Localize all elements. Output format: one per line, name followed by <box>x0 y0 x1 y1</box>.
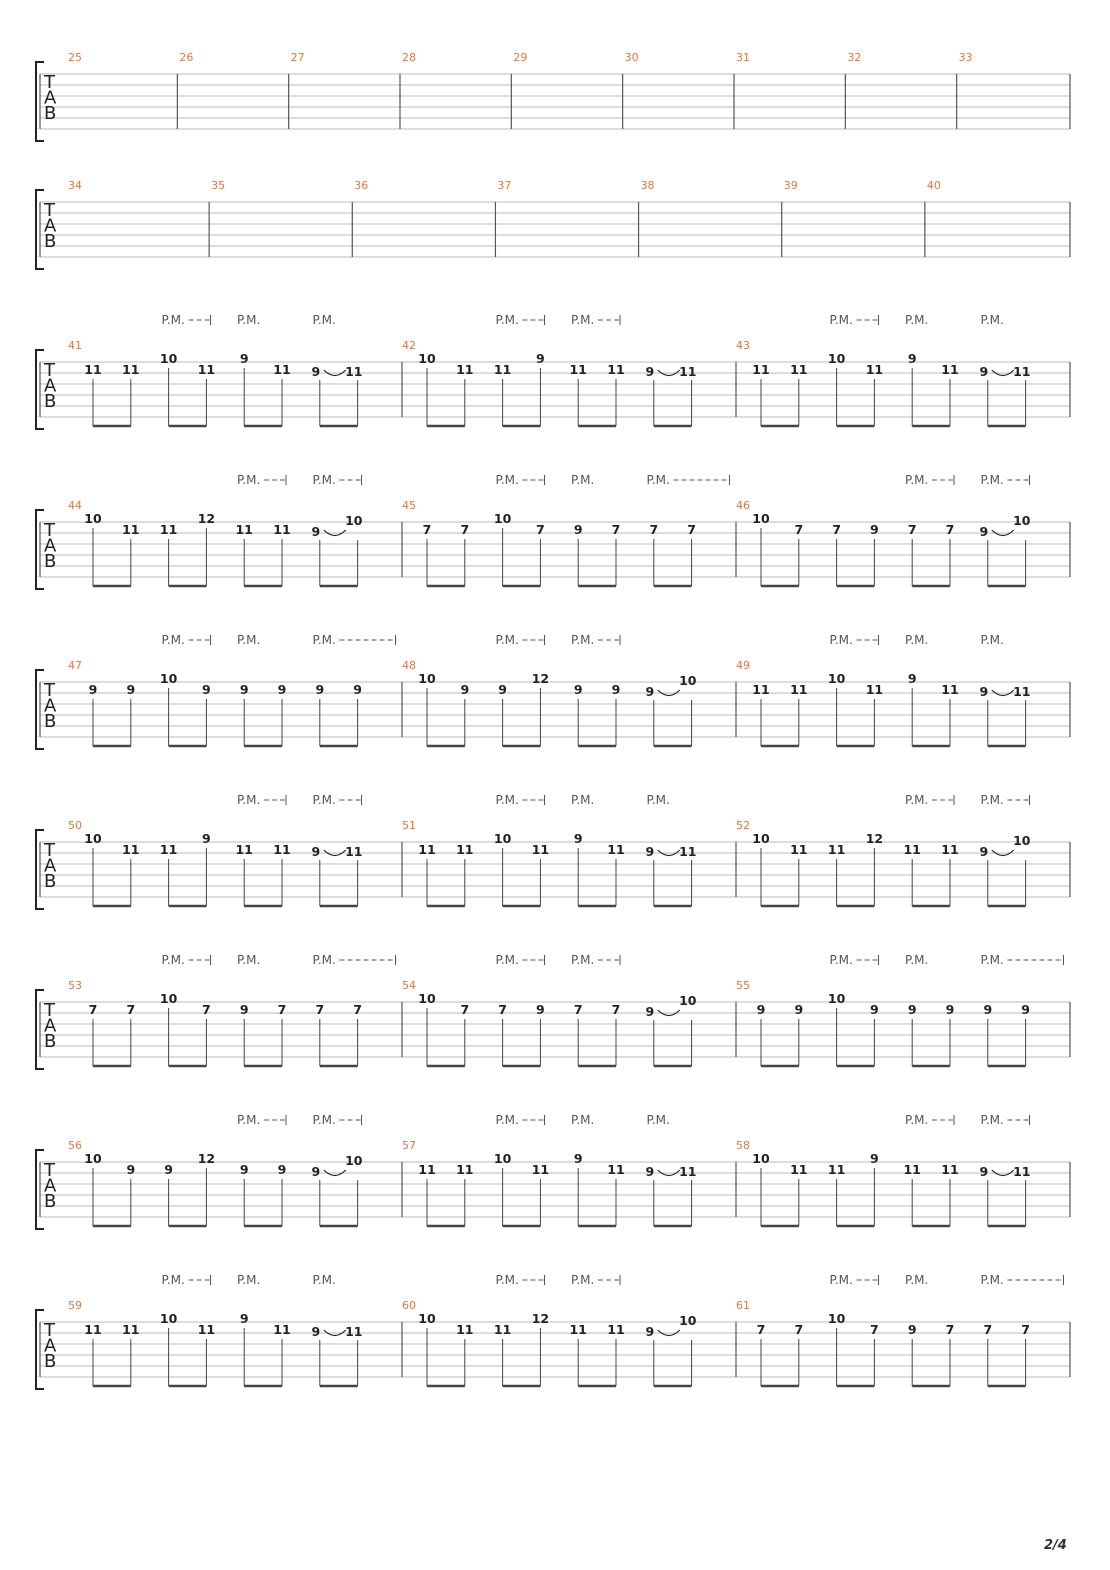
fret-number: 10 <box>679 993 697 1008</box>
fret-number: 10 <box>159 1311 178 1326</box>
palm-mute-label: P.M. <box>905 473 929 487</box>
fret-number: 9 <box>794 1002 804 1017</box>
fret-number: 10 <box>418 1311 436 1326</box>
bar-number: 44 <box>68 499 82 512</box>
fret-number: 7 <box>983 1322 993 1337</box>
fret-number: 10 <box>679 673 697 688</box>
fret-number: 9 <box>126 1162 136 1177</box>
palm-mute-label: P.M. <box>980 953 1004 967</box>
fret-number: 10 <box>493 831 512 846</box>
fret-number: 9 <box>164 1162 173 1177</box>
palm-mute-label: P.M. <box>237 793 261 807</box>
tab-clef-letter: T <box>44 1160 55 1181</box>
fret-number: 9 <box>979 1164 989 1179</box>
bar-number: 32 <box>847 51 862 64</box>
fret-number: 9 <box>202 682 211 697</box>
bar-number: 46 <box>736 499 750 512</box>
fret-number: 11 <box>84 362 102 377</box>
fret-number: 11 <box>790 1162 808 1177</box>
palm-mute-label: P.M. <box>571 793 595 807</box>
fret-number: 11 <box>790 362 808 377</box>
fret-number: 9 <box>277 1162 287 1177</box>
fret-number: 10 <box>418 351 436 366</box>
fret-number: 7 <box>126 1002 136 1017</box>
fret-number: 11 <box>827 1162 846 1177</box>
fret-number: 9 <box>573 831 583 846</box>
fret-number: 11 <box>679 844 697 859</box>
fret-number: 11 <box>903 1162 921 1177</box>
fret-number: 10 <box>418 671 436 686</box>
fret-number: 9 <box>573 522 583 537</box>
palm-mute-label: P.M. <box>646 1113 670 1127</box>
fret-number: 10 <box>159 671 178 686</box>
palm-mute-label: P.M. <box>905 313 929 327</box>
palm-mute-label: P.M. <box>829 633 853 647</box>
page-number: 2/4 <box>1044 1538 1067 1553</box>
bar-number: 45 <box>402 499 416 512</box>
fret-number: 11 <box>865 682 884 697</box>
fret-number: 9 <box>1021 1002 1030 1017</box>
fret-number: 9 <box>907 1322 917 1337</box>
palm-mute-label: P.M. <box>980 793 1004 807</box>
tab-clef-letter: B <box>44 871 57 892</box>
bar-number: 47 <box>68 659 82 672</box>
tab-clef-letter: B <box>44 391 57 412</box>
fret-number: 9 <box>907 351 917 366</box>
fret-number: 9 <box>645 1324 655 1339</box>
fret-number: 11 <box>345 364 363 379</box>
fret-number: 9 <box>979 684 989 699</box>
fret-number: 7 <box>573 1002 583 1017</box>
fret-number: 9 <box>88 682 98 697</box>
fret-number: 9 <box>239 351 249 366</box>
palm-mute-label: P.M. <box>980 1273 1004 1287</box>
fret-number: 9 <box>756 1002 766 1017</box>
tab-clef-letter: A <box>44 855 57 877</box>
fret-number: 10 <box>1013 513 1031 528</box>
tab-clef-letter: B <box>44 711 57 732</box>
fret-number: 11 <box>122 1322 140 1337</box>
palm-mute-label: P.M. <box>980 633 1004 647</box>
tab-clef-letter: A <box>44 215 57 237</box>
fret-number: 7 <box>498 1002 507 1017</box>
fret-number: 10 <box>752 831 770 846</box>
tab-clef-letter: T <box>44 840 55 861</box>
palm-mute-label: P.M. <box>495 633 519 647</box>
tab-clef-letter: B <box>44 1351 57 1372</box>
tab-clef-letter: B <box>44 1031 57 1052</box>
fret-number: 7 <box>353 1002 362 1017</box>
palm-mute-label: P.M. <box>161 1273 185 1287</box>
fret-number: 11 <box>493 362 512 377</box>
fret-number: 9 <box>979 524 989 539</box>
palm-mute-label: P.M. <box>312 473 336 487</box>
fret-number: 11 <box>679 364 697 379</box>
bar-number: 50 <box>68 819 82 832</box>
palm-mute-label: P.M. <box>646 473 670 487</box>
fret-number: 11 <box>235 522 253 537</box>
fret-number: 7 <box>687 522 696 537</box>
fret-number: 11 <box>456 1322 474 1337</box>
palm-mute-label: P.M. <box>495 953 519 967</box>
fret-number: 10 <box>84 1151 102 1166</box>
tab-clef-letter: A <box>44 375 57 397</box>
fret-number: 7 <box>794 1322 804 1337</box>
fret-number: 11 <box>122 362 140 377</box>
bar-number: 49 <box>736 659 750 672</box>
fret-number: 10 <box>345 513 363 528</box>
fret-number: 10 <box>345 1153 363 1168</box>
palm-mute-label: P.M. <box>571 473 595 487</box>
fret-number: 9 <box>645 1164 655 1179</box>
bar-number: 25 <box>68 51 82 64</box>
bar-number: 55 <box>736 979 750 992</box>
fret-number: 9 <box>311 524 321 539</box>
fret-number: 9 <box>979 844 989 859</box>
fret-number: 9 <box>870 1002 879 1017</box>
fret-number: 10 <box>752 511 770 526</box>
palm-mute-label: P.M. <box>495 313 519 327</box>
fret-number: 11 <box>345 1324 363 1339</box>
palm-mute-label: P.M. <box>571 313 595 327</box>
fret-number: 10 <box>827 1311 846 1326</box>
fret-number: 9 <box>945 1002 955 1017</box>
fret-number: 9 <box>460 682 470 697</box>
bar-number: 36 <box>354 179 369 192</box>
fret-number: 11 <box>903 842 921 857</box>
fret-number: 7 <box>536 522 545 537</box>
fret-number: 10 <box>159 351 178 366</box>
fret-number: 11 <box>456 1162 474 1177</box>
fret-number: 9 <box>907 1002 917 1017</box>
fret-number: 9 <box>315 682 325 697</box>
fret-number: 11 <box>1013 1164 1031 1179</box>
palm-mute-label: P.M. <box>905 793 929 807</box>
bar-number: 42 <box>402 339 416 352</box>
fret-number: 7 <box>611 522 621 537</box>
fret-number: 9 <box>311 1324 321 1339</box>
bar-number: 57 <box>402 1139 416 1152</box>
tab-clef-letter: T <box>44 680 55 701</box>
fret-number: 7 <box>460 522 470 537</box>
tab-clef-letter: T <box>44 200 55 221</box>
fret-number: 7 <box>870 1322 879 1337</box>
fret-number: 7 <box>315 1002 325 1017</box>
fret-number: 11 <box>197 362 216 377</box>
bar-number: 41 <box>68 339 82 352</box>
fret-number: 12 <box>531 1311 550 1326</box>
fret-number: 11 <box>84 1322 102 1337</box>
fret-number: 11 <box>456 842 474 857</box>
fret-number: 7 <box>202 1002 211 1017</box>
fret-number: 10 <box>84 831 102 846</box>
fret-number: 11 <box>941 362 959 377</box>
bar-number: 26 <box>179 51 194 64</box>
palm-mute-label: P.M. <box>905 633 929 647</box>
fret-number: 9 <box>645 684 655 699</box>
bar-number: 43 <box>736 339 750 352</box>
palm-mute-label: P.M. <box>237 1273 261 1287</box>
palm-mute-label: P.M. <box>237 633 261 647</box>
fret-number: 9 <box>645 1004 655 1019</box>
fret-number: 11 <box>569 362 587 377</box>
fret-number: 7 <box>945 522 955 537</box>
fret-number: 7 <box>649 522 659 537</box>
bar-number: 29 <box>513 51 528 64</box>
bar-number: 61 <box>736 1299 750 1312</box>
fret-number: 9 <box>126 682 136 697</box>
bar-number: 60 <box>402 1299 416 1312</box>
fret-number: 9 <box>277 682 287 697</box>
tab-clef-letter: A <box>44 535 57 557</box>
tab-clef-letter: A <box>44 1175 57 1197</box>
fret-number: 9 <box>573 1151 583 1166</box>
fret-number: 12 <box>197 511 216 526</box>
bar-number: 28 <box>402 51 416 64</box>
fret-number: 11 <box>607 1162 625 1177</box>
fret-number: 9 <box>311 364 321 379</box>
fret-number: 12 <box>865 831 884 846</box>
palm-mute-label: P.M. <box>571 1113 595 1127</box>
fret-number: 11 <box>752 362 770 377</box>
fret-number: 9 <box>870 1151 879 1166</box>
fret-number: 11 <box>159 522 178 537</box>
fret-number: 7 <box>794 522 804 537</box>
fret-number: 7 <box>277 1002 287 1017</box>
palm-mute-label: P.M. <box>829 1273 853 1287</box>
palm-mute-label: P.M. <box>571 953 595 967</box>
bar-number: 38 <box>640 179 655 192</box>
palm-mute-label: P.M. <box>161 633 185 647</box>
fret-number: 11 <box>1013 364 1031 379</box>
tab-clef-letter: A <box>44 1335 57 1357</box>
bar-number: 53 <box>68 979 82 992</box>
bar-number: 37 <box>497 179 512 192</box>
palm-mute-label: P.M. <box>980 1113 1004 1127</box>
fret-number: 9 <box>311 844 321 859</box>
fret-number: 9 <box>645 844 655 859</box>
fret-number: 11 <box>569 1322 587 1337</box>
fret-number: 12 <box>531 671 550 686</box>
fret-number: 11 <box>418 1162 436 1177</box>
palm-mute-label: P.M. <box>312 1273 336 1287</box>
palm-mute-label: P.M. <box>161 313 185 327</box>
fret-number: 9 <box>498 682 507 697</box>
tab-clef-letter: T <box>44 72 55 93</box>
fret-number: 11 <box>345 844 363 859</box>
fret-number: 10 <box>159 991 178 1006</box>
bar-number: 33 <box>958 51 973 64</box>
fret-number: 11 <box>197 1322 216 1337</box>
fret-number: 10 <box>493 1151 512 1166</box>
palm-mute-label: P.M. <box>905 1273 929 1287</box>
palm-mute-label: P.M. <box>980 473 1004 487</box>
fret-number: 11 <box>235 842 253 857</box>
bar-number: 27 <box>290 51 305 64</box>
fret-number: 11 <box>607 362 625 377</box>
fret-number: 11 <box>273 1322 291 1337</box>
bar-number: 35 <box>211 179 226 192</box>
palm-mute-label: P.M. <box>312 953 336 967</box>
fret-number: 9 <box>202 831 211 846</box>
fret-number: 9 <box>573 682 583 697</box>
fret-number: 9 <box>536 351 545 366</box>
bar-number: 56 <box>68 1139 82 1152</box>
fret-number: 11 <box>273 842 291 857</box>
palm-mute-label: P.M. <box>905 953 929 967</box>
fret-number: 7 <box>460 1002 470 1017</box>
palm-mute-label: P.M. <box>237 1113 261 1127</box>
palm-mute-label: P.M. <box>312 793 336 807</box>
fret-number: 11 <box>531 1162 550 1177</box>
palm-mute-label: P.M. <box>571 633 595 647</box>
palm-mute-label: P.M. <box>571 1273 595 1287</box>
bar-number: 58 <box>736 1139 750 1152</box>
fret-number: 10 <box>827 671 846 686</box>
palm-mute-label: P.M. <box>495 793 519 807</box>
bar-number: 54 <box>402 979 416 992</box>
fret-number: 10 <box>679 1313 697 1328</box>
fret-number: 7 <box>945 1322 955 1337</box>
bar-number: 52 <box>736 819 750 832</box>
fret-number: 11 <box>941 842 959 857</box>
palm-mute-label: P.M. <box>312 1113 336 1127</box>
fret-number: 10 <box>827 351 846 366</box>
fret-number: 11 <box>607 1322 625 1337</box>
fret-number: 11 <box>865 362 884 377</box>
palm-mute-label: P.M. <box>980 313 1004 327</box>
fret-number: 9 <box>983 1002 993 1017</box>
fret-number: 7 <box>88 1002 98 1017</box>
palm-mute-label: P.M. <box>237 313 261 327</box>
fret-number: 9 <box>311 1164 321 1179</box>
tab-clef-letter: A <box>44 1015 57 1037</box>
palm-mute-label: P.M. <box>312 313 336 327</box>
tab-clef-letter: T <box>44 360 55 381</box>
fret-number: 9 <box>611 682 621 697</box>
fret-number: 9 <box>239 1311 249 1326</box>
fret-number: 11 <box>418 842 436 857</box>
fret-number: 11 <box>273 362 291 377</box>
bar-number: 34 <box>68 179 82 192</box>
tab-clef-letter: A <box>44 87 57 109</box>
fret-number: 11 <box>752 682 770 697</box>
fret-number: 9 <box>536 1002 545 1017</box>
fret-number: 7 <box>422 522 432 537</box>
fret-number: 7 <box>756 1322 766 1337</box>
tab-clef-letter: T <box>44 1320 55 1341</box>
palm-mute-label: P.M. <box>237 953 261 967</box>
fret-number: 9 <box>907 671 917 686</box>
fret-number: 9 <box>870 522 879 537</box>
fret-number: 11 <box>122 842 140 857</box>
palm-mute-label: P.M. <box>237 473 261 487</box>
palm-mute-label: P.M. <box>495 473 519 487</box>
palm-mute-label: P.M. <box>829 313 853 327</box>
fret-number: 11 <box>790 682 808 697</box>
fret-number: 9 <box>239 682 249 697</box>
fret-number: 11 <box>679 1164 697 1179</box>
fret-number: 11 <box>790 842 808 857</box>
bar-number: 40 <box>926 179 941 192</box>
fret-number: 11 <box>827 842 846 857</box>
palm-mute-label: P.M. <box>495 1113 519 1127</box>
fret-number: 9 <box>239 1162 249 1177</box>
tab-clef-letter: B <box>44 231 57 252</box>
bar-number: 30 <box>624 51 639 64</box>
palm-mute-label: P.M. <box>161 953 185 967</box>
tab-clef-letter: A <box>44 695 57 717</box>
fret-number: 9 <box>239 1002 249 1017</box>
fret-number: 7 <box>1021 1322 1030 1337</box>
bar-number: 59 <box>68 1299 82 1312</box>
fret-number: 9 <box>353 682 362 697</box>
fret-number: 10 <box>493 511 512 526</box>
tab-clef-letter: T <box>44 1000 55 1021</box>
fret-number: 11 <box>456 362 474 377</box>
palm-mute-label: P.M. <box>829 953 853 967</box>
fret-number: 10 <box>84 511 102 526</box>
fret-number: 10 <box>1013 833 1031 848</box>
palm-mute-label: P.M. <box>312 633 336 647</box>
fret-number: 11 <box>941 1162 959 1177</box>
bar-number: 31 <box>736 51 750 64</box>
fret-number: 10 <box>827 991 846 1006</box>
bar-number: 48 <box>402 659 416 672</box>
fret-number: 7 <box>611 1002 621 1017</box>
fret-number: 7 <box>832 522 841 537</box>
tab-clef-letter: B <box>44 103 57 124</box>
fret-number: 11 <box>273 522 291 537</box>
fret-number: 11 <box>607 842 625 857</box>
tab-clef-letter: B <box>44 551 57 572</box>
tab-clef-letter: B <box>44 1191 57 1212</box>
fret-number: 9 <box>645 364 655 379</box>
palm-mute-label: P.M. <box>905 1113 929 1127</box>
fret-number: 11 <box>941 682 959 697</box>
bar-number: 39 <box>783 179 798 192</box>
fret-number: 11 <box>1013 684 1031 699</box>
palm-mute-label: P.M. <box>495 1273 519 1287</box>
fret-number: 11 <box>159 842 178 857</box>
fret-number: 12 <box>197 1151 216 1166</box>
fret-number: 11 <box>531 842 550 857</box>
fret-number: 9 <box>979 364 989 379</box>
fret-number: 7 <box>907 522 917 537</box>
fret-number: 11 <box>122 522 140 537</box>
palm-mute-label: P.M. <box>646 793 670 807</box>
fret-number: 10 <box>752 1151 770 1166</box>
bar-number: 51 <box>402 819 416 832</box>
tab-clef-letter: T <box>44 520 55 541</box>
fret-number: 10 <box>418 991 436 1006</box>
fret-number: 11 <box>493 1322 512 1337</box>
